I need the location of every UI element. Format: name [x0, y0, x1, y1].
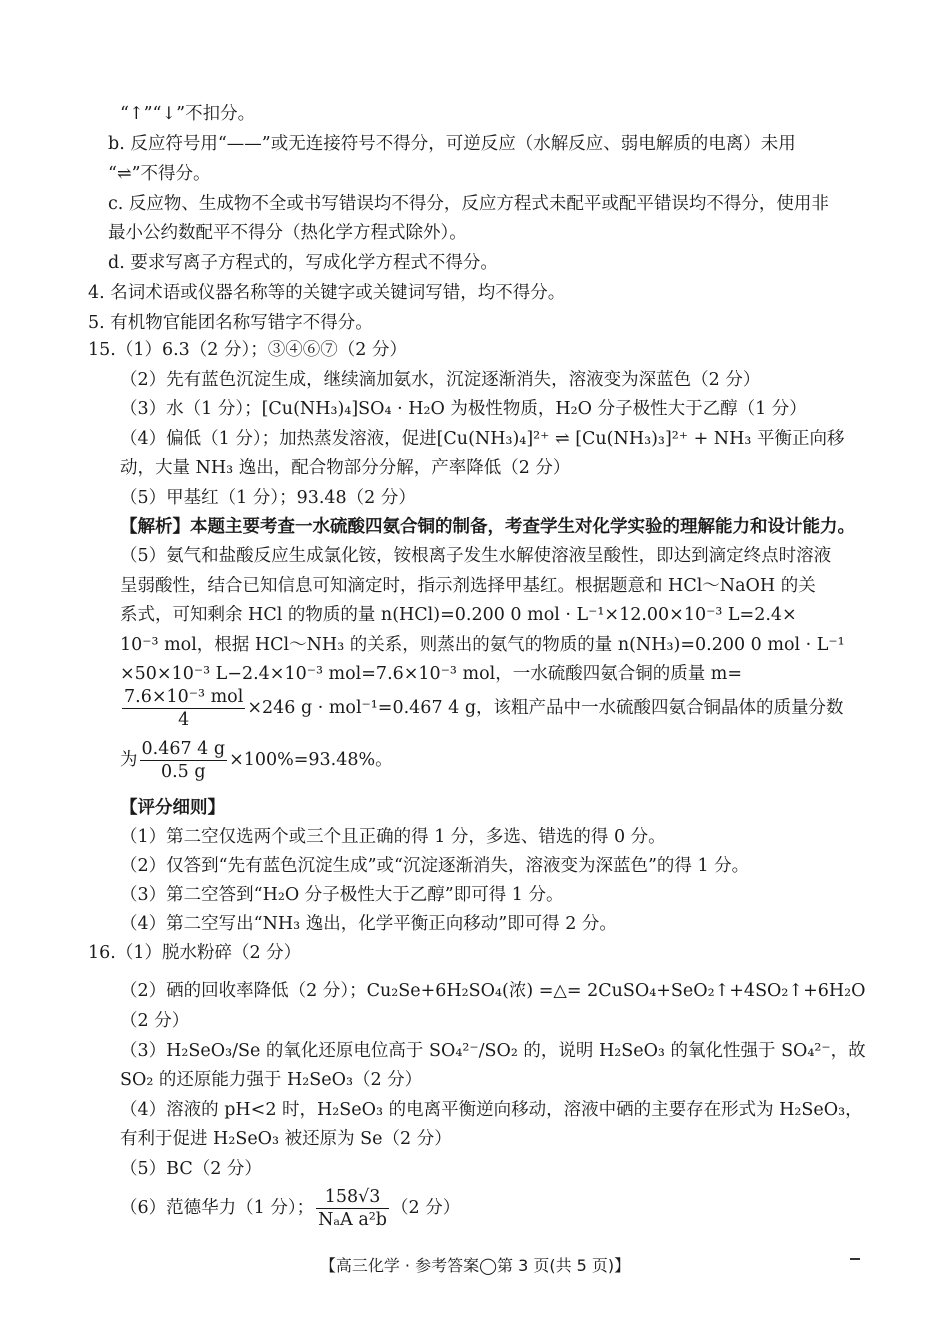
mass-fraction — [122, 686, 245, 731]
fraction-numerator: 0.467 4 g — [141, 739, 226, 759]
corner-mark — [850, 1258, 860, 1260]
formula-rest: （2 分） — [391, 1198, 461, 1218]
text-line: （5）甲基红（1 分）；93.48（2 分） — [120, 488, 416, 508]
fraction-denominator: NₐA a²b — [318, 1210, 388, 1230]
text-line: （5）氨气和盐酸反应生成氯化铵，铵根离子发生水解使溶液呈酸性，即达到滴定终点时溶液 — [120, 546, 832, 566]
fraction-numerator: 158√3 — [316, 1186, 389, 1209]
text-line: “↑”“↓”不扣分。 — [120, 104, 256, 124]
density-fraction — [316, 1186, 389, 1231]
formula-prefix: （6）范德华力（1 分）； — [120, 1198, 315, 1218]
text-line: 呈弱酸性，结合已知信息可知滴定时，指示剂选择甲基红。根据题意和 HCl～NaOH 的关 — [120, 576, 816, 596]
mass-formula-line — [120, 686, 844, 731]
fraction-denominator: 4 — [178, 710, 190, 730]
page-footer: 【高三化学 · 参考答案◯第 3 页(共 5 页)】 — [319, 1256, 631, 1275]
text-line: 系式，可知剩余 HCl 的物质的量 n(HCl)=0.200 0 mol · L⁻¹×12.00×10⁻³ L=2.4× — [120, 605, 797, 625]
text-line: SO₂ 的还原能力强于 H₂SeO₃（2 分） — [120, 1070, 423, 1090]
formula-rest: ×246 g · mol⁻¹=0.467 4 g，该粗产品中一水硫酸四氨合铜晶体的质量分数 — [247, 698, 844, 718]
text-line: （5）BC（2 分） — [120, 1159, 262, 1179]
text-line: （1）第二空仅选两个或三个且正确的得 1 分，多选、错选的得 0 分。 — [120, 827, 666, 847]
percentage-fraction — [140, 738, 228, 783]
analysis-heading: 【解析】本题主要考查一水硫酸四氨合铜的制备，考查学生对化学实验的理解能力和设计能力。 — [120, 517, 855, 537]
text-line: （3）水（1 分）；[Cu(NH₃)₄]SO₄ · H₂O 为极性物质，H₂O 分子极性大于乙醇（1 分） — [120, 399, 807, 419]
text-line: （4）偏低（1 分）；加热蒸发溶液，促进[Cu(NH₃)₄]²⁺ ⇌ [Cu(NH₃)₃]²⁺ + NH₃ 平衡正向移 — [120, 429, 845, 449]
text-line: d. 要求写离子方程式的，写成化学方程式不得分。 — [108, 253, 498, 273]
text-line: （3）第二空答到“H₂O 分子极性大于乙醇”即可得 1 分。 — [120, 885, 564, 905]
text-line: （2 分） — [120, 1011, 190, 1031]
fraction-denominator: 0.5 g — [160, 762, 206, 782]
text-line: ×50×10⁻³ L−2.4×10⁻³ mol=7.6×10⁻³ mol，一水硫酸四氨合铜的质量 m= — [120, 664, 743, 684]
text-line: “⇌”不得分。 — [108, 164, 211, 184]
text-line: c. 反应物、生成物不全或书写错误均不得分，反应方程式未配平或配平错误均不得分，使用非 — [108, 194, 829, 214]
text-line: （3）H₂SeO₃/Se 的氧化还原电位高于 SO₄²⁻/SO₂ 的，说明 H₂SeO₃ 的氧化性强于 SO₄²⁻，故 — [120, 1041, 866, 1061]
text-line: 最小公约数配平不得分（热化学方程式除外）。 — [108, 223, 467, 243]
text-line: 动，大量 NH₃ 逸出，配合物部分分解，产率降低（2 分） — [120, 458, 571, 478]
text-line: 5. 有机物官能团名称写错字不得分。 — [88, 313, 373, 333]
text-line: 4. 名词术语或仪器名称等的关键字或关键词写错，均不得分。 — [88, 283, 566, 303]
formula-prefix: 为 — [120, 750, 138, 770]
question-16-6-line — [120, 1186, 460, 1231]
fraction-numerator: 7.6×10⁻³ mol — [124, 687, 244, 707]
text-line: b. 反应符号用“——”或无连接符号不得分，可逆反应（水解反应、弱电解质的电离）未用 — [108, 134, 796, 154]
question-16-heading: 16.（1）脱水粉碎（2 分） — [88, 943, 302, 963]
text-line: 有利于促进 H₂SeO₃ 被还原为 Se（2 分） — [120, 1129, 452, 1149]
question-15-heading: 15.（1）6.3（2 分）；③④⑥⑦（2 分） — [88, 340, 407, 360]
text-line: （2）硒的回收率降低（2 分）；Cu₂Se+6H₂SO₄(浓) =△= 2CuSO₄+SeO₂↑+4SO₂↑+6H₂O — [120, 981, 866, 1001]
text-line: 10⁻³ mol，根据 HCl～NH₃ 的关系，则蒸出的氨气的物质的量 n(NH₃)=0.200 0 mol · L⁻¹ — [120, 635, 845, 655]
percentage-formula-line — [120, 738, 393, 783]
text-line: （2）仅答到“先有蓝色沉淀生成”或“沉淀逐渐消失，溶液变为深蓝色”的得 1 分。 — [120, 856, 750, 876]
text-line: （2）先有蓝色沉淀生成，继续滴加氨水，沉淀逐渐消失，溶液变为深蓝色（2 分） — [120, 370, 761, 390]
scoring-rules-heading: 【评分细则】 — [120, 798, 225, 818]
text-line: （4）第二空写出“NH₃ 逸出，化学平衡正向移动”即可得 2 分。 — [120, 914, 617, 934]
formula-rest: ×100%=93.48%。 — [229, 750, 393, 770]
text-line: （4）溶液的 pH<2 时，H₂SeO₃ 的电离平衡逆向移动，溶液中硒的主要存在形式为 H₂SeO₃， — [120, 1100, 863, 1120]
